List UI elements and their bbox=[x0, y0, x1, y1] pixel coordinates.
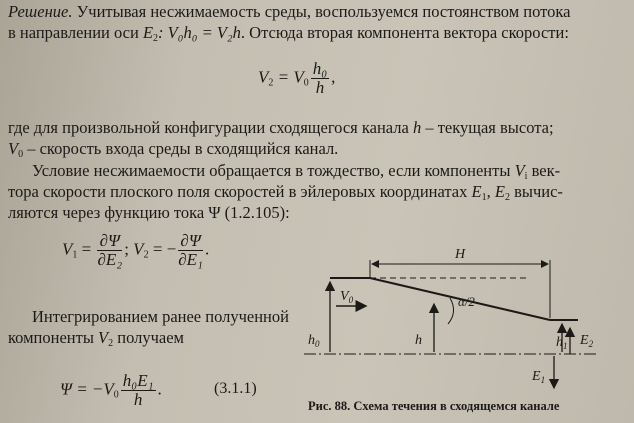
v1-fraction bbox=[97, 232, 122, 269]
v-sep: ; bbox=[124, 239, 134, 259]
para3-line2-text: тора скорости плоского поля скоростей в эйлеровых координатах bbox=[8, 182, 472, 201]
para2-line1-text: где для произвольной конфигурации сходящегося канала bbox=[8, 118, 413, 137]
label-alpha: α/2 bbox=[458, 294, 475, 309]
para1-line2 bbox=[8, 23, 569, 49]
para2-line1 bbox=[8, 118, 554, 138]
label-h: h bbox=[415, 333, 422, 348]
flow-equation: : V₀h₀ = V₂h bbox=[158, 23, 241, 42]
channel-top-wall bbox=[330, 278, 578, 320]
para1-line1 bbox=[8, 2, 570, 22]
para1-line1-text: Учитывая несжимаемость среды, воспользуемся постоянством потока bbox=[72, 2, 571, 21]
para3-sep: , bbox=[486, 182, 495, 201]
para1-line2-rest: . Отсюда вторая компонента вектора скорости: bbox=[240, 23, 569, 42]
para4-v: V bbox=[98, 328, 109, 347]
psi-fraction bbox=[121, 372, 156, 409]
v2-tail: , bbox=[331, 67, 336, 87]
v2b-numerator: ∂Ψ bbox=[178, 232, 203, 251]
channel-flow-diagram bbox=[300, 240, 610, 398]
v2-numerator: h₀ bbox=[312, 59, 328, 78]
angle-arc bbox=[448, 298, 454, 324]
para2-h: h bbox=[412, 118, 422, 137]
v2-eq: = V bbox=[273, 67, 304, 87]
para2-line1-rest: – текущая высота; bbox=[421, 118, 554, 137]
v1-denominator: ∂E₂ bbox=[97, 250, 123, 269]
psi-tail: . bbox=[157, 379, 162, 399]
para4-line2-text: компоненты bbox=[8, 328, 99, 347]
para3-e2: E bbox=[494, 182, 505, 201]
label-e2: $E_2$ bbox=[580, 333, 594, 349]
v1-symbol: V bbox=[62, 239, 73, 259]
v2-sub: 2 bbox=[268, 77, 274, 89]
para2-v: V bbox=[8, 139, 19, 158]
para4-v-sub: 2 bbox=[108, 338, 114, 349]
v2-symbol: V bbox=[258, 67, 269, 87]
label-H: H bbox=[455, 247, 466, 262]
para3-e2-sub: 2 bbox=[504, 192, 510, 203]
v2b-denominator: ∂E₁ bbox=[178, 250, 203, 269]
psi-lhs: Ψ = −V bbox=[60, 379, 114, 399]
equation-number: (3.1.1) bbox=[214, 380, 257, 397]
v1-numerator: ∂Ψ bbox=[97, 232, 122, 251]
axis-e2: E bbox=[142, 23, 154, 42]
v2-fraction bbox=[311, 60, 329, 97]
solution-label: Решение. bbox=[8, 2, 73, 21]
v2b-eq: = − bbox=[148, 239, 177, 259]
para2-line2-rest: – скорость входа среды в сходящийся канал. bbox=[23, 139, 339, 158]
v2b-tail: . bbox=[204, 239, 210, 259]
para4-line2 bbox=[8, 328, 184, 354]
label-h1: $h_1$ bbox=[556, 335, 568, 351]
label-h0: $h_0$ bbox=[308, 333, 320, 349]
psi-sub: 0 bbox=[113, 389, 119, 401]
formula-v1-v2 bbox=[62, 232, 209, 269]
para1-line2-text: в направлении оси bbox=[8, 23, 143, 42]
para3-e1-sub: 1 bbox=[481, 192, 487, 203]
v2b-symbol: V bbox=[133, 239, 144, 259]
psi-numerator: h₀E₁ bbox=[122, 371, 154, 390]
figure-caption: Рис. 88. Схема течения в сходящемся канале bbox=[308, 399, 560, 413]
v2b-fraction bbox=[178, 232, 203, 269]
v0-sub: 0 bbox=[303, 77, 309, 89]
para4-line1 bbox=[32, 307, 289, 327]
para4-line1-text: Интегрированием ранее полученной bbox=[32, 307, 289, 326]
formula-psi bbox=[60, 372, 162, 409]
para3-line1-rest: век- bbox=[527, 161, 561, 180]
v1-eq: = bbox=[77, 239, 96, 259]
para3-e1: E bbox=[471, 182, 482, 201]
v1-sub: 1 bbox=[72, 249, 78, 261]
para3-v: V bbox=[514, 161, 525, 180]
para3-line3 bbox=[8, 203, 290, 223]
v2b-sub: 2 bbox=[143, 249, 149, 261]
para3-line1-text: Условие несжимаемости обращается в тождество, если компоненты bbox=[32, 161, 515, 180]
formula-v2 bbox=[258, 60, 335, 97]
para3-line3-text: ляются через функцию тока Ψ (1.2.105): bbox=[8, 203, 290, 222]
v2-denominator: h bbox=[315, 78, 325, 97]
para3-v-sub: i bbox=[524, 171, 528, 182]
para2-v-sub: 0 bbox=[18, 149, 24, 160]
label-v0: $V_0$ bbox=[340, 289, 354, 305]
para3-line2-rest: вычис- bbox=[509, 182, 563, 201]
psi-denominator: h bbox=[133, 390, 143, 409]
para4-line2-rest: получаем bbox=[113, 328, 184, 347]
axis-e2-sub: 2 bbox=[153, 33, 159, 44]
label-e1: $E_1$ bbox=[532, 369, 546, 385]
